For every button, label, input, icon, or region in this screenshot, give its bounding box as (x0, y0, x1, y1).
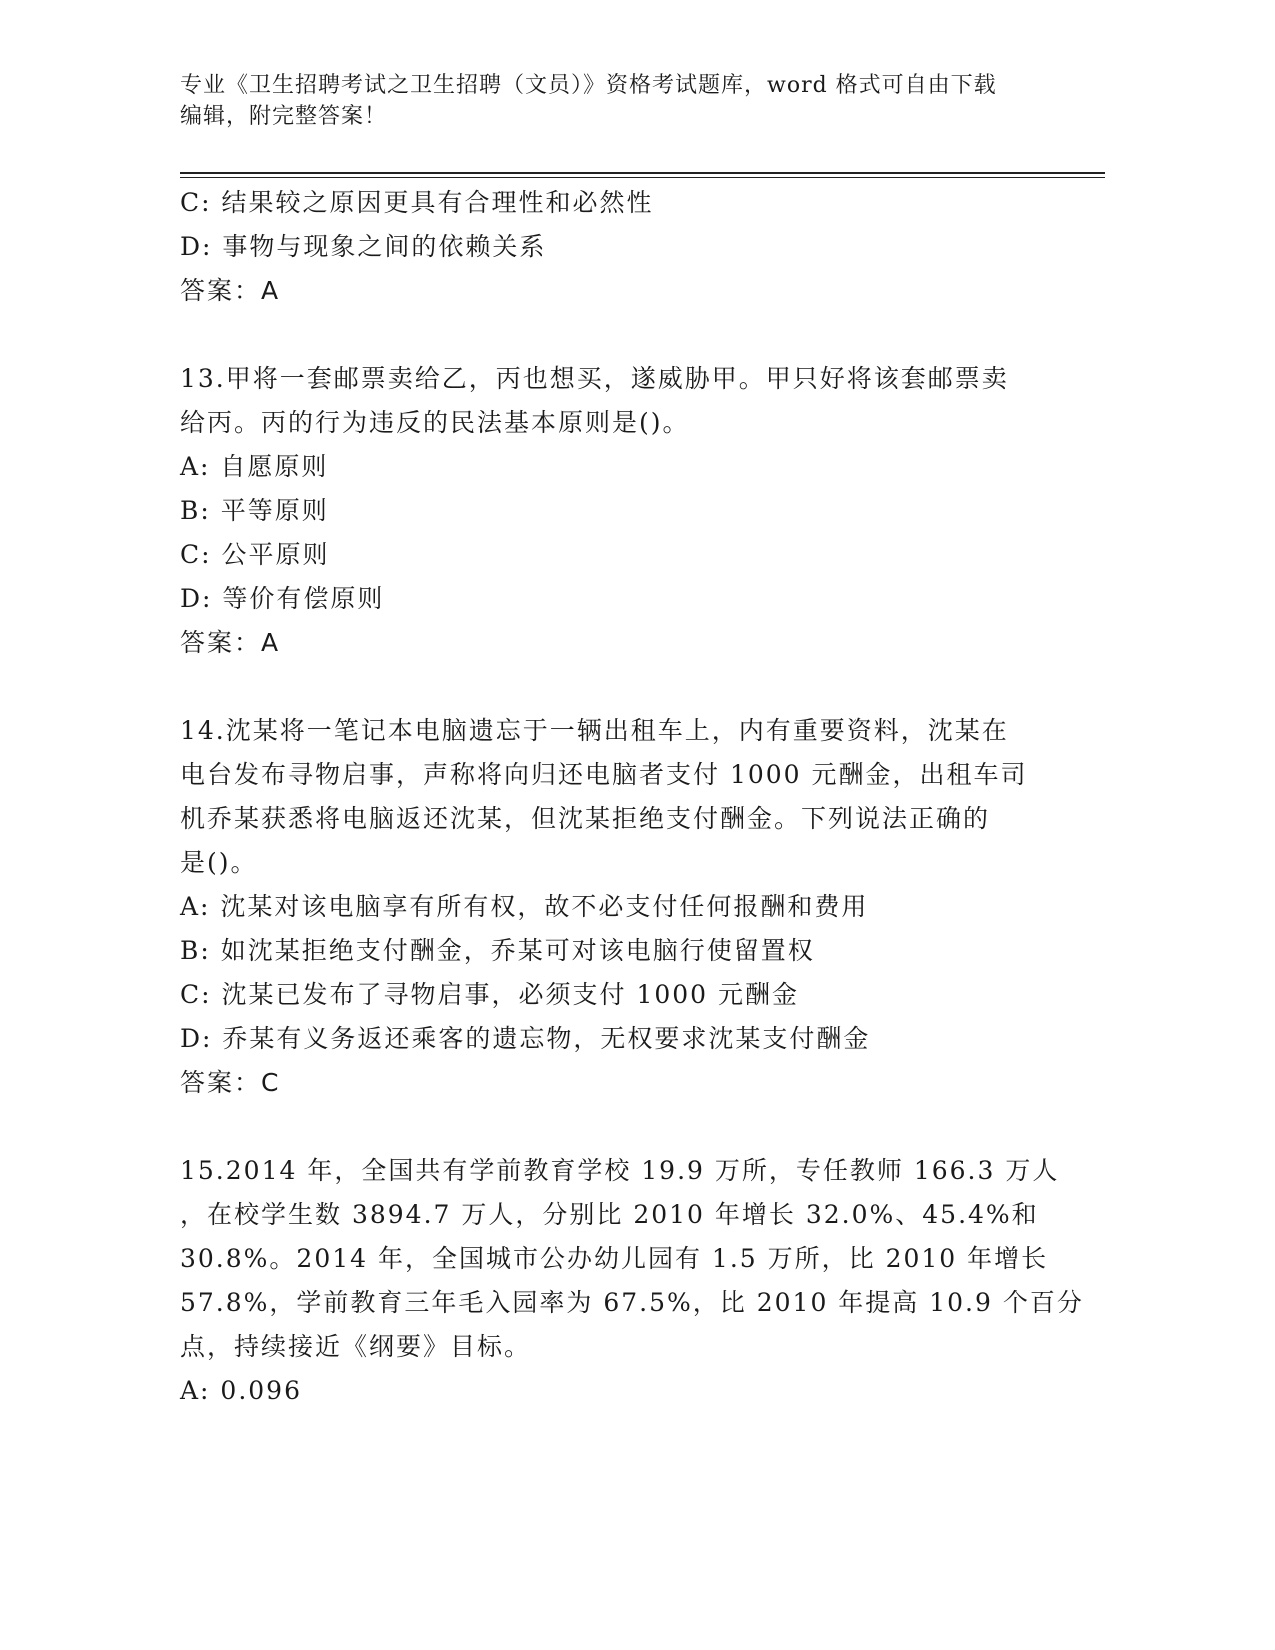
question-14-block (180, 709, 1060, 1105)
question-15-block (180, 1149, 1084, 1413)
question-13-block (180, 357, 1060, 665)
q15-stem-line: 点，持续接近《纲要》目标。 (180, 1332, 532, 1361)
q15-stem-line: 30.8%。2014 年，全国城市公办幼儿园有 1.5 万所，比 2010 年增长 (180, 1244, 1049, 1273)
document-header (180, 70, 1050, 132)
q14-stem-line: 是()。 (180, 848, 258, 877)
question-spacer (180, 1105, 1060, 1149)
header-divider-thin (180, 177, 1105, 178)
question-list (180, 181, 1084, 1413)
question-spacer (180, 313, 1060, 357)
q13-stem-line: 给丙。丙的行为违反的民法基本原则是()。 (180, 408, 690, 437)
q13-option-d: D: 等价有偿原则 (180, 584, 385, 613)
q13-option-a: A: 自愿原则 (180, 452, 329, 481)
q12-option-c: C: 结果较之原因更具有合理性和必然性 (180, 188, 654, 217)
q14-option-a: A: 沈某对该电脑享有所有权，故不必支付任何报酬和费用 (180, 892, 869, 921)
q15-option-a: A: 0.096 (180, 1376, 302, 1405)
question-spacer (180, 665, 1060, 709)
question-12-block (180, 181, 1060, 313)
q14-option-d: D: 乔某有义务返还乘客的遗忘物，无权要求沈某支付酬金 (180, 1024, 871, 1053)
q15-stem-line: 57.8%，学前教育三年毛入园率为 67.5%，比 2010 年提高 10.9 个百分 (180, 1288, 1084, 1317)
q14-stem-line: 14.沈某将一笔记本电脑遗忘于一辆出租车上，内有重要资料，沈某在 (180, 716, 1009, 745)
q15-stem-line: 15.2014 年，全国共有学前教育学校 19.9 万所，专任教师 166.3 万人 (180, 1156, 1060, 1185)
q14-answer: 答案：C (180, 1068, 281, 1097)
q15-stem-line: ，在校学生数 3894.7 万人，分别比 2010 年增长 32.0%、45.4%和 (180, 1200, 1039, 1229)
q14-option-c: C: 沈某已发布了寻物启事，必须支付 1000 元酬金 (180, 980, 800, 1009)
header-line-1: 专业《卫生招聘考试之卫生招聘（文员）》资格考试题库，word 格式可自由下载 (180, 73, 997, 98)
q12-answer: 答案：A (180, 276, 281, 305)
header-divider-thick (180, 172, 1105, 174)
q13-option-b: B: 平等原则 (180, 496, 329, 525)
q13-option-c: C: 公平原则 (180, 540, 330, 569)
q14-stem-line: 电台发布寻物启事，声称将向归还电脑者支付 1000 元酬金，出租车司 (180, 760, 1028, 789)
q14-option-b: B: 如沈某拒绝支付酬金，乔某可对该电脑行使留置权 (180, 936, 815, 965)
q13-answer: 答案：A (180, 628, 281, 657)
header-line-2: 编辑，附完整答案！ (180, 104, 388, 129)
q12-option-d: D: 事物与现象之间的依赖关系 (180, 232, 547, 261)
q14-stem-line: 机乔某获悉将电脑返还沈某，但沈某拒绝支付酬金。下列说法正确的 (180, 804, 991, 833)
q13-stem-line: 13.甲将一套邮票卖给乙，丙也想买，遂威胁甲。甲只好将该套邮票卖 (180, 364, 1009, 393)
